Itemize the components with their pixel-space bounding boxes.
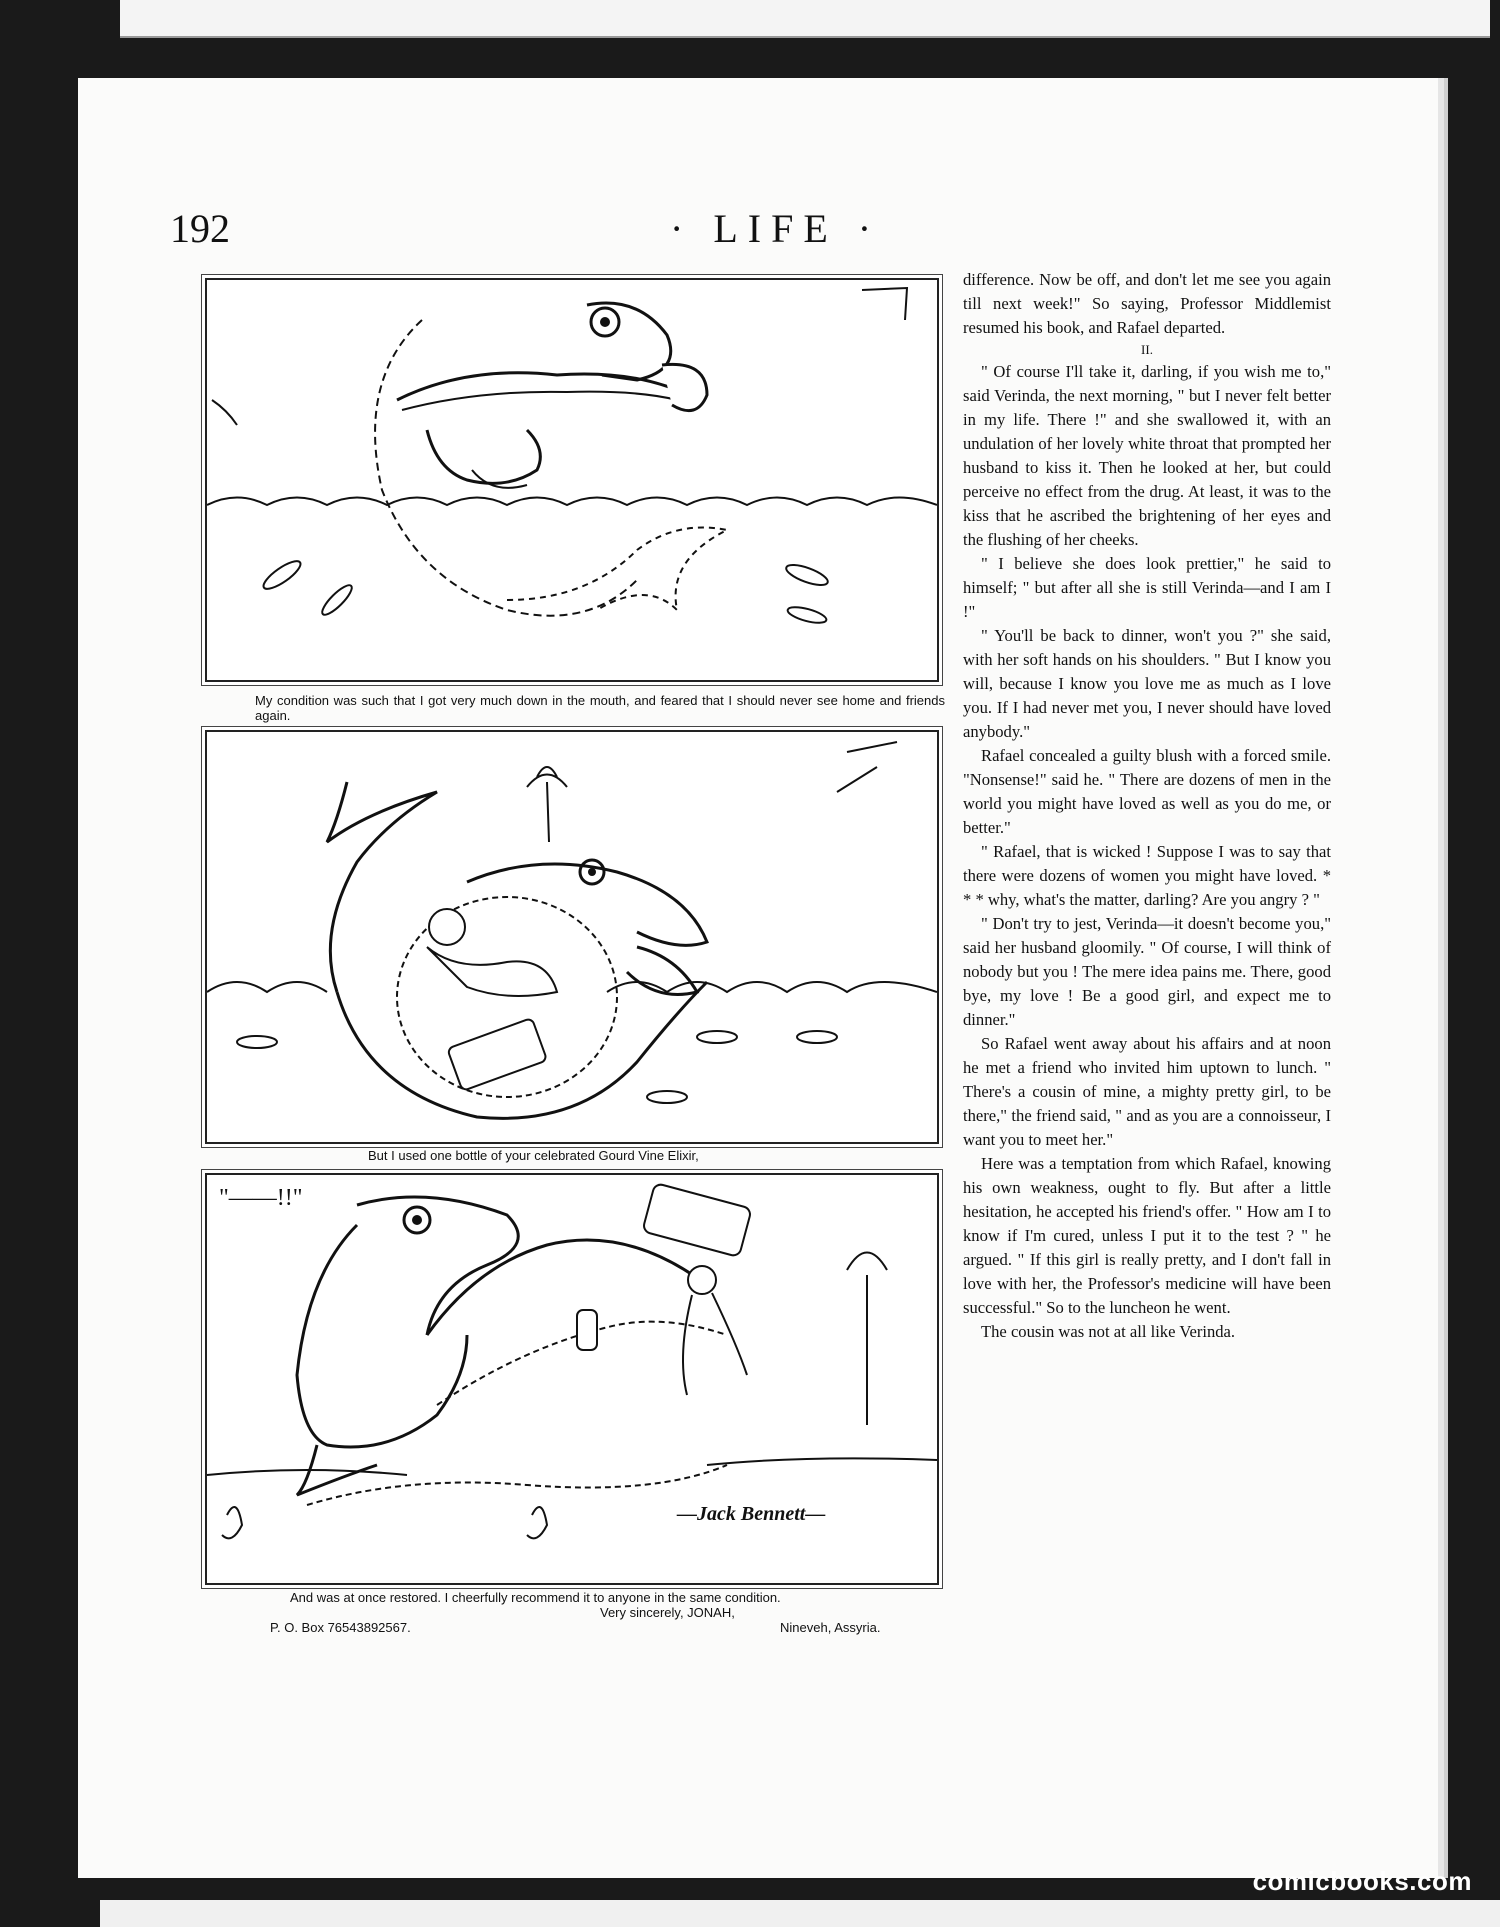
article-paragraph: The cousin was not at all like Verinda. bbox=[981, 1322, 1236, 1341]
panel-2-caption: But I used one bottle of your celebrated Gourd Vine Elixir, bbox=[368, 1148, 699, 1163]
article-paragraph: So Rafael went away about his affairs and at noon he met a friend who invited him uptown to lunch. " There's a cousin of mine, a mighty pretty girl, to be there," the friend said, " and as you are a connoisseur, I want you to meet her." bbox=[963, 1034, 1331, 1149]
cartoon-panel-2 bbox=[205, 730, 939, 1144]
article-paragraph: " Rafael, that is wicked ! Suppose I was to say that there were dozens of women you might have loved. * * * why, what's the matter, darling? Are you angry ? " bbox=[963, 842, 1331, 909]
section-number: II. bbox=[1141, 342, 1153, 357]
article-paragraph: Rafael concealed a guilty blush with a forced smile. "Nonsense!" said he. " There are dozens of men in the world you might have loved as well as you do me, or better." bbox=[963, 746, 1331, 837]
site-watermark: comicbooks.com bbox=[1252, 1866, 1472, 1896]
article-paragraph: " Of course I'll take it, darling, if you wish me to," said Verinda, the next morning, " but I never felt better in my life. There !" and she swallowed it, with an undulation of her lovely white throat that prompted her husband to kiss it. Then he looked at her, but could perceive no effect from the drug. At least, it was to the kiss that he ascribed the brightening of her eyes and the flushing of her cheeks. bbox=[963, 362, 1331, 549]
article-paragraph: " You'll be back to dinner, won't you ?" she said, with her soft hands on his shoulders. " But I know you will, because I know you love me as much as I love you. If I had never met you, I never should have loved anybody." bbox=[963, 626, 1331, 741]
whale-mouth-illustration bbox=[207, 280, 937, 680]
whale-spits-out-man-illustration bbox=[207, 1175, 937, 1583]
article-paragraph: difference. Now be off, and don't let me see you again till next week!" So saying, Professor Middlemist resumed his book, and Rafael departed. bbox=[963, 270, 1331, 337]
masthead-title: · LIFE · bbox=[670, 206, 882, 251]
article-column bbox=[963, 268, 1331, 1344]
letter-closing: Very sincerely, JONAH, bbox=[600, 1605, 735, 1620]
article-paragraph: Here was a temptation from which Rafael, knowing his own weakness, ought to fly. But after a little hesitation, he accepted his friend's offer. " How am I to know if I'm cured, unless I put it to the test ? " he argued. " If this girl is really pretty, and I don't fall in love with her, the Professor's medicine will have been successful." So to the luncheon he went. bbox=[963, 1154, 1331, 1317]
po-box: P. O. Box 76543892567. bbox=[270, 1620, 411, 1635]
cartoon-panel-1 bbox=[205, 278, 939, 682]
article-paragraph: " I believe she does look prettier," he said to himself; " but after all she is still Verinda—and I am I !" bbox=[963, 554, 1331, 621]
exclamation-text: "——!!" bbox=[219, 1185, 303, 1211]
article-paragraph: " Don't try to jest, Verinda—it doesn't become you," said her husband gloomily. " Of course, I will think of nobody but you ! The mere idea pains me. There, good bye, my love ! Be a good girl, and expect me to dinner." bbox=[963, 914, 1331, 1029]
panel-1-caption: My condition was such that I got very much down in the mouth, and feared that I should never see home and friends again. bbox=[255, 693, 945, 723]
panel-3-caption: And was at once restored. I cheerfully recommend it to anyone in the same condition. bbox=[290, 1590, 781, 1605]
underlying-page-edge bbox=[120, 0, 1490, 38]
page-number: 192 bbox=[170, 206, 230, 251]
man-inside-whale-illustration bbox=[207, 732, 937, 1142]
artist-signature: —Jack Bennett— bbox=[677, 1503, 826, 1525]
sender-place: Nineveh, Assyria. bbox=[780, 1620, 881, 1635]
underlying-page-edge-bottom bbox=[100, 1900, 1500, 1927]
cartoon-panel-3 bbox=[205, 1173, 939, 1585]
